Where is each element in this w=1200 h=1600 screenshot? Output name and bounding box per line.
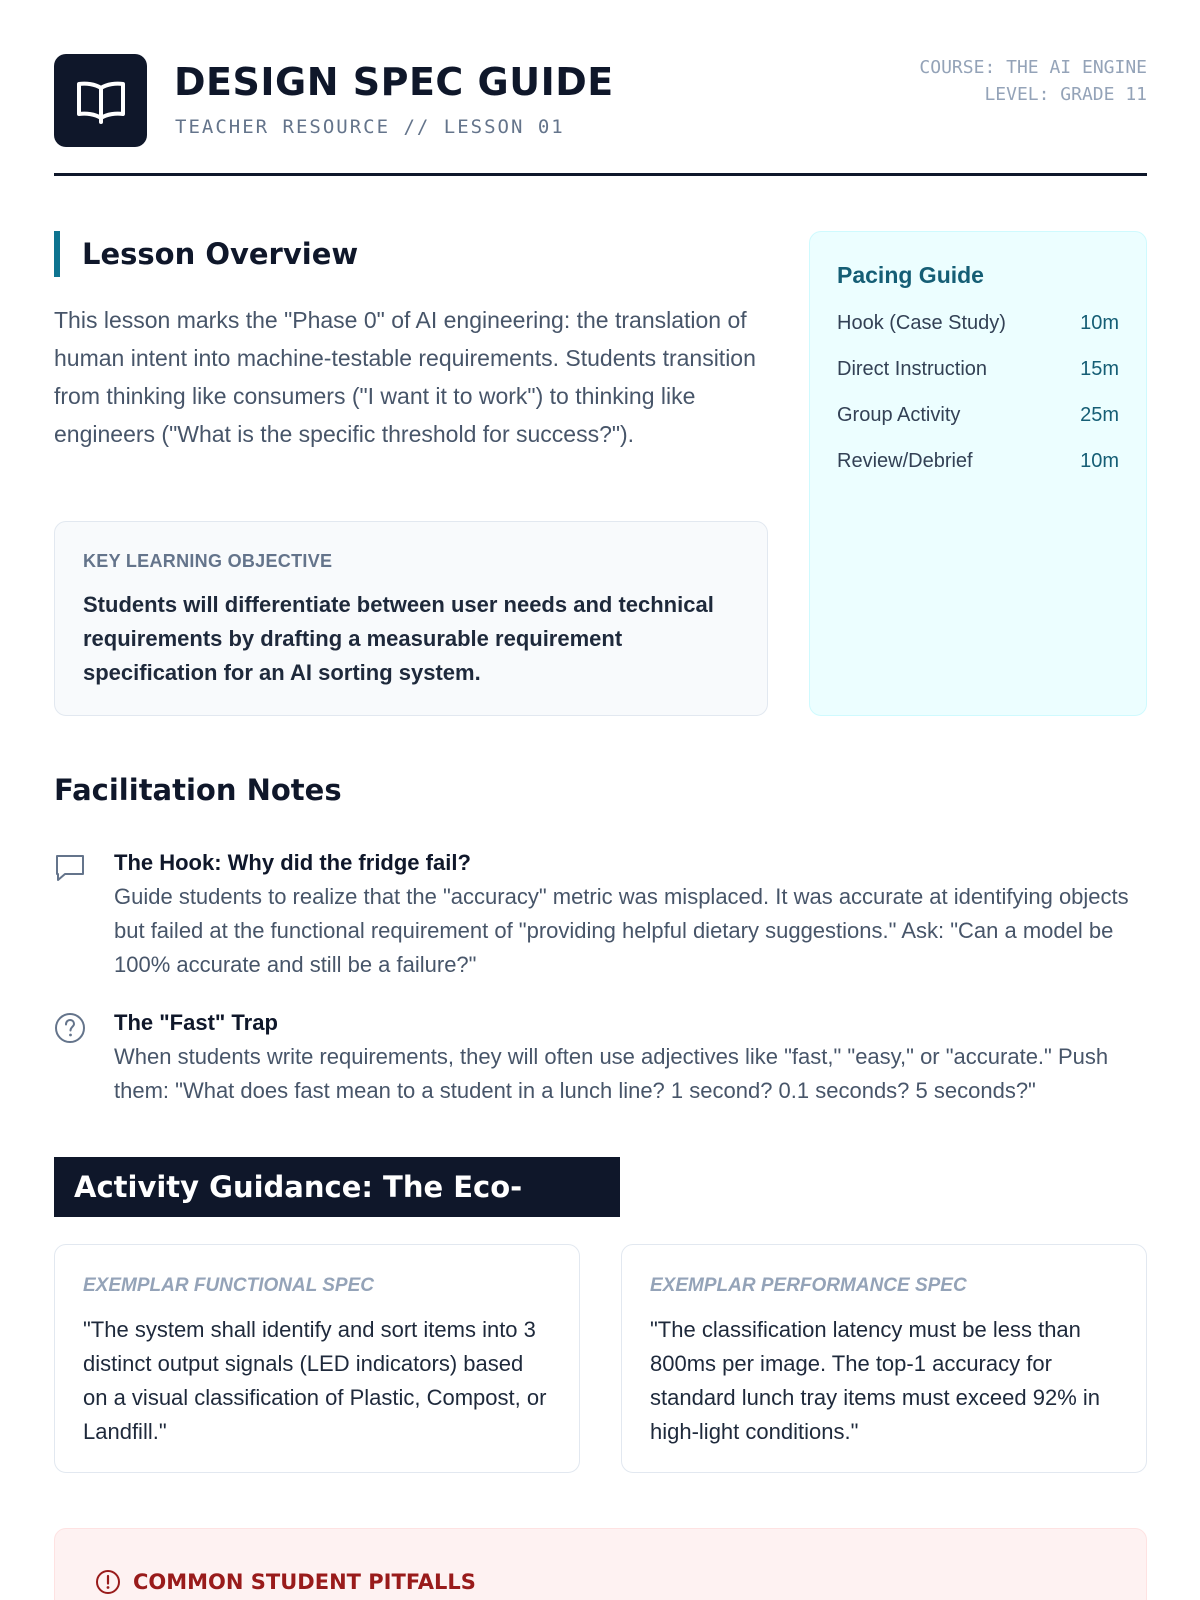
functional-spec-card	[54, 1244, 580, 1473]
activity-heading: Activity Guidance: The Eco-	[54, 1157, 620, 1217]
pacing-label: Hook (Case Study)	[837, 312, 1006, 334]
pitfalls-title: COMMON STUDENT PITFALLS	[133, 1570, 476, 1594]
note-text: Guide students to realize that the "accuracy" metric was misplaced. It was accurate at identifying objects but failed at the functional requirement of "providing helpful dietary suggestions." Ask: "Can a model be 100% accurate and still be a failure?"	[114, 884, 1129, 977]
note-title: The "Fast" Trap	[114, 1010, 278, 1035]
note-text: When students write requirements, they will often use adjectives like "fast," "easy," or "accurate." Push them: "What does fast mean to a student in a lunch line? 1 second? 0.1 seconds? 5 seconds?"	[114, 1044, 1109, 1103]
spec-label: EXEMPLAR PERFORMANCE SPEC	[650, 1275, 967, 1296]
pacing-title: Pacing Guide	[837, 262, 984, 288]
objective-text: Students will differentiate between user needs and technical requirements by drafting a measurable requirement specification for an AI sorting system.	[83, 592, 714, 685]
pacing-time: 10m	[1080, 450, 1119, 472]
overview-heading: Lesson Overview	[54, 231, 358, 277]
pacing-row	[837, 450, 1119, 473]
level-label: LEVEL: GRADE 11	[984, 84, 1147, 105]
spec-text: "The classification latency must be less than 800ms per image. The top-1 accuracy for standard lunch tray items must exceed 92% in high-light conditions."	[650, 1317, 1101, 1444]
pitfalls-heading	[95, 1569, 476, 1595]
header	[54, 54, 1147, 176]
spec-text: "The system shall identify and sort items into 3 distinct output signals (LED indicators) based on a visual classification of Plastic, Compost, or Landfill."	[83, 1317, 547, 1444]
pacing-time: 15m	[1080, 358, 1119, 380]
page-title: DESIGN SPEC GUIDE	[174, 60, 614, 104]
pacing-row	[837, 404, 1119, 427]
alert-circle-icon	[95, 1569, 121, 1595]
pacing-label: Direct Instruction	[837, 358, 988, 380]
learning-objective-card	[54, 521, 768, 716]
objective-label: KEY LEARNING OBJECTIVE	[83, 551, 333, 571]
pacing-label: Group Activity	[837, 404, 961, 426]
pitfalls-card	[54, 1528, 1147, 1600]
pacing-label: Review/Debrief	[837, 450, 973, 472]
pacing-guide	[809, 231, 1147, 716]
question-circle-icon	[54, 1012, 86, 1044]
performance-spec-card	[621, 1244, 1147, 1473]
speech-bubble-icon	[54, 852, 86, 884]
page-subtitle: TEACHER RESOURCE // LESSON 01	[175, 116, 565, 138]
facilitation-heading: Facilitation Notes	[54, 773, 342, 807]
open-book-icon	[75, 78, 127, 124]
logo	[54, 54, 147, 147]
pacing-row	[837, 358, 1119, 381]
pacing-time: 10m	[1080, 312, 1119, 334]
pacing-time: 25m	[1080, 404, 1119, 426]
course-meta	[919, 54, 1147, 108]
pacing-row	[837, 312, 1119, 335]
spec-label: EXEMPLAR FUNCTIONAL SPEC	[83, 1275, 375, 1296]
note-title: The Hook: Why did the fridge fail?	[114, 850, 471, 875]
page	[54, 0, 1147, 1600]
course-label: COURSE: THE AI ENGINE	[919, 57, 1147, 78]
overview-text: This lesson marks the "Phase 0" of AI engineering: the translation of human intent into machine-testable requirements. Students transition from thinking like consumers ("I want it to work") to thinking like engineers ("What is the specific threshold for success?").	[54, 307, 756, 447]
